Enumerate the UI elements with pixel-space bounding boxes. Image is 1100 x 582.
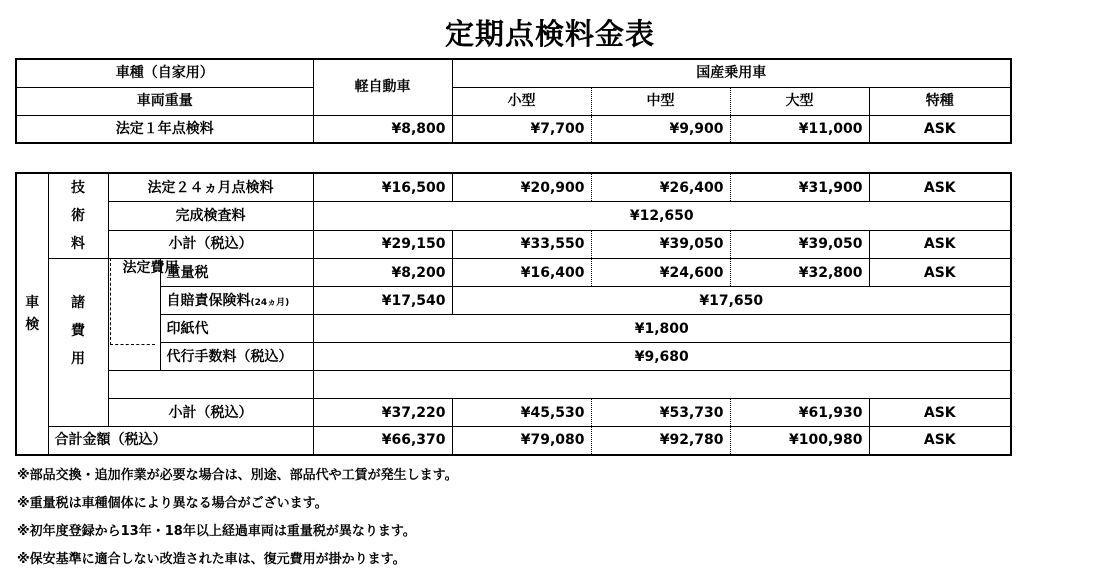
misc-fee-label: 諸費用 — [48, 259, 108, 427]
row-label: 完成検査料 — [108, 202, 313, 231]
price-small: ¥16,400 — [452, 259, 591, 287]
price-small: ¥79,080 — [452, 427, 591, 455]
price-large: ¥11,000 — [730, 115, 869, 143]
insurance-period: (24ヵ月) — [250, 297, 290, 308]
price-all: ¥9,680 — [313, 343, 1011, 371]
price-large: ¥61,930 — [730, 399, 869, 427]
vehicle-type-header: 車種（自家用） — [16, 59, 313, 87]
price-header-table — [15, 58, 1012, 144]
misc-subtotal-row — [16, 399, 1011, 427]
page-title: 定期点検料金表 — [444, 17, 655, 51]
price-kei: ¥16,500 — [313, 173, 452, 202]
price-kei: ¥8,200 — [313, 259, 452, 287]
price-all: ¥1,800 — [313, 315, 1011, 343]
note-modification: ※保安基準に適合しない改造された車は、復元費用が掛かります。 — [17, 552, 406, 567]
price-small: ¥20,900 — [452, 173, 591, 202]
inspection-24-row — [16, 173, 1011, 202]
row-label — [160, 287, 313, 315]
price-medium: ¥39,050 — [591, 230, 730, 259]
blank-value — [313, 371, 1011, 399]
stamp-row — [16, 315, 1011, 343]
row-label: 重量税 — [160, 259, 313, 287]
price-small: ¥7,700 — [452, 115, 591, 143]
price-large: ¥32,800 — [730, 259, 869, 287]
row-label: 法定２４ヵ月点検料 — [108, 173, 313, 202]
price-special: ASK — [869, 173, 1011, 202]
price-medium: ¥24,600 — [591, 259, 730, 287]
large-header: 大型 — [730, 87, 869, 115]
price-special: ASK — [869, 399, 1011, 427]
row-label: 合計金額（税込） — [48, 427, 313, 455]
completion-row — [16, 202, 1011, 231]
special-header: 特種 — [869, 87, 1011, 115]
note-parts: ※部品交換・追加作業が必要な場合は、別途、部品代や工賃が発生します。 — [17, 468, 458, 483]
price-large: ¥39,050 — [730, 230, 869, 259]
shaken-table — [15, 172, 1012, 456]
tech-fee-label: 技術料 — [48, 173, 108, 259]
price-kei: ¥29,150 — [313, 230, 452, 259]
insurance-label: 自賠責保険料 — [166, 292, 251, 309]
row-label: 小計（税込） — [108, 230, 313, 259]
shaken-label: 車検 — [16, 173, 48, 455]
price-special: ASK — [869, 259, 1011, 287]
row-label: 法定１年点検料 — [16, 115, 313, 143]
price-special: ASK — [869, 115, 1011, 143]
price-medium: ¥53,730 — [591, 399, 730, 427]
blank-label — [108, 371, 313, 399]
price-others: ¥17,650 — [452, 287, 1011, 315]
weight-tax-row — [16, 259, 1011, 287]
domestic-car-header: 国産乗用車 — [452, 59, 1011, 87]
price-special: ASK — [869, 427, 1011, 455]
price-kei: ¥8,800 — [313, 115, 452, 143]
kei-header: 軽自動車 — [313, 59, 452, 115]
price-special: ASK — [869, 230, 1011, 259]
vehicle-weight-header: 車両重量 — [16, 87, 313, 115]
note-old-vehicle: ※初年度登録から13年・18年以上経過車両は重量税が異なります。 — [17, 524, 416, 539]
notes — [17, 462, 458, 574]
price-small: ¥33,550 — [452, 230, 591, 259]
insurance-row — [16, 287, 1011, 315]
price-medium: ¥26,400 — [591, 173, 730, 202]
row-label: 小計（税込） — [108, 399, 313, 427]
price-large: ¥100,980 — [730, 427, 869, 455]
price-kei: ¥37,220 — [313, 399, 452, 427]
price-large: ¥31,900 — [730, 173, 869, 202]
tech-subtotal-row — [16, 230, 1011, 259]
price-all: ¥12,650 — [313, 202, 1011, 231]
annual-inspection-row — [16, 115, 1011, 143]
blank-row — [16, 371, 1011, 399]
price-small: ¥45,530 — [452, 399, 591, 427]
row-label: 印紙代 — [160, 315, 313, 343]
row-label: 代行手数料（税込） — [160, 343, 313, 371]
small-header: 小型 — [452, 87, 591, 115]
total-row — [16, 427, 1011, 455]
agency-row — [16, 343, 1011, 371]
note-weight-tax: ※重量税は車種個体により異なる場合がございます。 — [17, 496, 328, 511]
price-medium: ¥9,900 — [591, 115, 730, 143]
legal-fee-label: 法定費用 — [108, 259, 160, 371]
price-kei: ¥17,540 — [313, 287, 452, 315]
medium-header: 中型 — [591, 87, 730, 115]
price-kei: ¥66,370 — [313, 427, 452, 455]
price-medium: ¥92,780 — [591, 427, 730, 455]
